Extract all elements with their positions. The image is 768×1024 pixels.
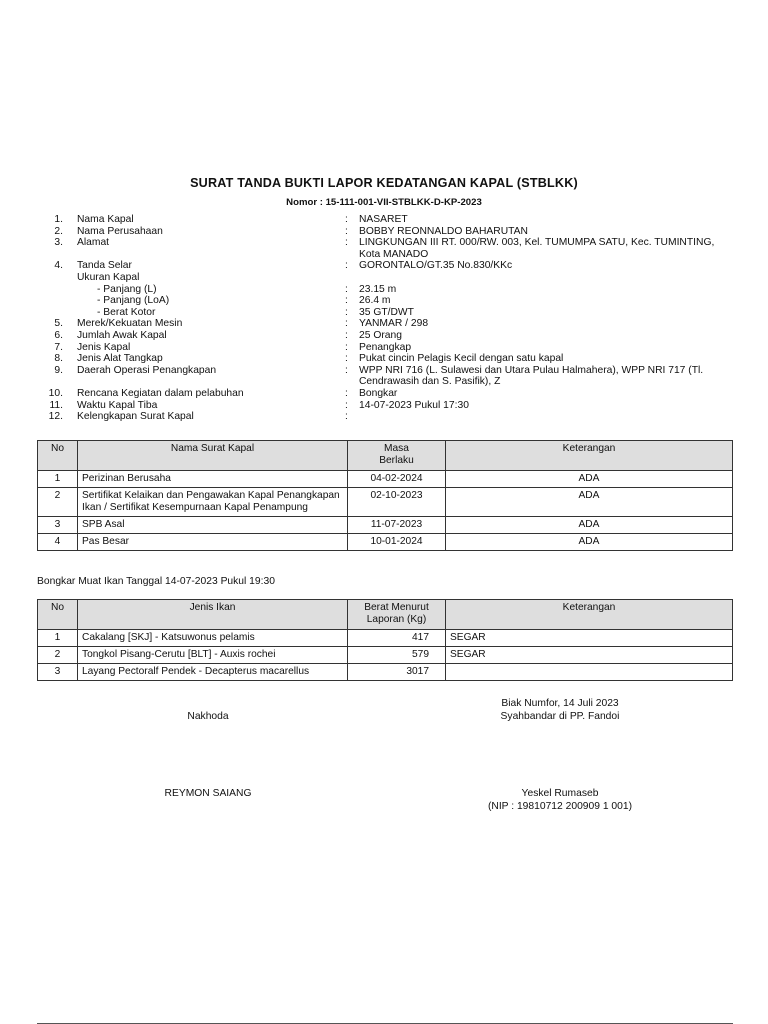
cell-no: 3	[38, 664, 78, 681]
info-colon: :	[345, 387, 348, 399]
table-header-row	[38, 441, 733, 471]
info-colon: :	[345, 214, 348, 225]
info-value: NASARET	[359, 214, 408, 225]
signatory-right-nip: (NIP : 19810712 200909 1 001)	[487, 801, 633, 812]
table-row	[38, 630, 733, 647]
info-row-mesin	[0, 318, 768, 330]
info-label: Jenis Alat Tangkap	[77, 353, 163, 365]
cell-ket: SEGAR	[446, 647, 733, 664]
info-value: YANMAR / 298	[359, 318, 429, 330]
info-row-ukuran-kapal	[0, 272, 768, 284]
info-label: Tanda Selar	[77, 260, 132, 272]
header-nama-surat: Nama Surat Kapal	[78, 441, 348, 471]
info-value: Penangkap	[359, 341, 412, 353]
info-row-alamat	[0, 237, 768, 260]
info-label: Ukuran Kapal	[77, 271, 140, 283]
info-colon: :	[345, 364, 348, 376]
cell-masa: 04-02-2024	[348, 471, 446, 488]
cell-masa: 11-07-2023	[348, 517, 446, 534]
info-number: 1.	[54, 214, 63, 225]
info-row-nama-kapal	[0, 214, 768, 226]
info-label: Jumlah Awak Kapal	[77, 329, 167, 341]
info-value	[359, 411, 729, 423]
bongkar-muat-text: Bongkar Muat Ikan Tanggal 14-07-2023 Pukul 19:30	[37, 576, 275, 587]
info-label: Rencana Kegiatan dalam pelabuhan	[77, 387, 244, 399]
info-row-daerah-operasi	[0, 365, 768, 388]
info-row-rencana-kegiatan	[0, 388, 768, 400]
info-label: Kelengkapan Surat Kapal	[77, 411, 194, 423]
cell-nama: SPB Asal	[78, 517, 348, 534]
info-number: 6.	[54, 329, 63, 341]
info-colon: :	[345, 237, 348, 249]
info-value: 25 Orang	[359, 329, 402, 341]
info-value: BOBBY REONNALDO BAHARUTAN	[359, 225, 528, 237]
info-number: 9.	[54, 364, 63, 376]
info-number: 3.	[54, 237, 63, 249]
info-row-alat-tangkap	[0, 353, 768, 365]
info-row-panjang-l	[0, 284, 768, 296]
info-label: Nama Perusahaan	[77, 225, 163, 237]
info-number: 7.	[54, 341, 63, 353]
cell-jenis: Layang Pectoralf Pendek - Decapterus macarellus	[78, 664, 348, 681]
table-row	[38, 488, 733, 517]
cell-ket: ADA	[446, 488, 733, 517]
info-colon: :	[345, 353, 348, 365]
info-value: Bongkar	[359, 387, 398, 399]
info-colon: :	[345, 318, 348, 330]
info-label: - Berat Kotor	[97, 306, 156, 318]
document-number: Nomor : 15-111-001-VII-STBLKK-D-KP-2023	[286, 197, 482, 208]
info-value: 26.4 m	[359, 295, 391, 307]
cell-no: 2	[38, 488, 78, 517]
info-label: Jenis Kapal	[77, 341, 131, 353]
info-label: Merek/Kekuatan Mesin	[77, 318, 183, 330]
table-row	[38, 664, 733, 681]
info-row-jenis-kapal	[0, 342, 768, 354]
table-header-row	[38, 600, 733, 630]
header-keterangan: Keterangan	[446, 600, 733, 630]
info-row-awak	[0, 330, 768, 342]
info-colon: :	[345, 329, 348, 341]
info-colon: :	[345, 225, 348, 237]
place-date: Biak Numfor, 14 Juli 2023	[501, 698, 619, 709]
info-number: 8.	[54, 353, 63, 365]
fish-catch-table	[37, 599, 733, 681]
signatory-left-name: REYMON SAIANG	[164, 788, 252, 799]
info-number: 11.	[49, 399, 63, 411]
cell-nama: Perizinan Berusaha	[78, 471, 348, 488]
info-number: 4.	[54, 260, 63, 272]
table-row	[38, 517, 733, 534]
info-colon: :	[345, 341, 348, 353]
info-row-waktu-tiba	[0, 400, 768, 412]
info-value: 35 GT/DWT	[359, 306, 414, 318]
cell-nama: Sertifikat Kelaikan dan Pengawakan Kapal Penangkapan Ikan / Sertifikat Kesempurnaan Kapal Penampung	[78, 488, 348, 517]
info-number: 5.	[54, 318, 63, 330]
info-row-tanda-selar	[0, 260, 768, 272]
info-label: Waktu Kapal Tiba	[77, 399, 158, 411]
header-berat: Berat Menurut Laporan (Kg)	[348, 600, 446, 630]
cell-no: 1	[38, 630, 78, 647]
signatory-right-role: Syahbandar di PP. Fandoi	[500, 711, 620, 722]
info-row-panjang-loa	[0, 295, 768, 307]
cell-no: 4	[38, 534, 78, 551]
ship-documents-table	[37, 440, 733, 551]
info-row-berat-kotor	[0, 307, 768, 319]
info-row-kelengkapan	[0, 411, 768, 423]
info-value: GORONTALO/GT.35 No.830/KKc	[359, 260, 513, 272]
cell-no: 2	[38, 647, 78, 664]
table-row	[38, 471, 733, 488]
cell-berat: 579	[348, 647, 446, 664]
header-no: No	[38, 441, 78, 471]
header-masa-berlaku: Masa Berlaku	[348, 441, 446, 471]
info-colon: :	[345, 306, 348, 318]
table-row	[38, 647, 733, 664]
info-number: 12.	[48, 411, 63, 423]
info-label: Daerah Operasi Penangkapan	[77, 364, 217, 376]
info-row-nama-perusahaan	[0, 226, 768, 238]
info-label: - Panjang (L)	[97, 283, 157, 295]
info-colon: :	[345, 399, 348, 411]
vessel-info-list	[0, 214, 768, 423]
cell-no: 1	[38, 471, 78, 488]
info-label: Nama Kapal	[77, 214, 134, 225]
info-colon: :	[345, 411, 348, 423]
table-row	[38, 534, 733, 551]
info-value	[359, 272, 729, 284]
info-value: 23.15 m	[359, 283, 397, 295]
cell-nama: Pas Besar	[78, 534, 348, 551]
cell-jenis: Cakalang [SKJ] - Katsuwonus pelamis	[78, 630, 348, 647]
cell-berat: 3017	[348, 664, 446, 681]
cell-ket: SEGAR	[446, 630, 733, 647]
cell-ket: ADA	[446, 471, 733, 488]
signatory-left-role: Nakhoda	[187, 711, 229, 722]
info-value: LINGKUNGAN III RT. 000/RW. 003, Kel. TUMUMPA SATU, Kec. TUMINTING, Kota MANADO	[359, 237, 715, 260]
document-title: SURAT TANDA BUKTI LAPOR KEDATANGAN KAPAL (STBLKK)	[190, 176, 578, 190]
info-value: 14-07-2023 Pukul 17:30	[359, 399, 469, 411]
info-label: - Panjang (LoA)	[97, 295, 170, 307]
cell-no: 3	[38, 517, 78, 534]
header-jenis-ikan: Jenis Ikan	[78, 600, 348, 630]
info-colon: :	[345, 283, 348, 295]
cell-ket: ADA	[446, 517, 733, 534]
info-colon: :	[345, 295, 348, 307]
info-number: 10.	[48, 387, 63, 399]
cell-berat: 417	[348, 630, 446, 647]
info-label: Alamat	[77, 237, 110, 249]
info-value: WPP NRI 716 (L. Sulawesi dan Utara Pulau Halmahera), WPP NRI 717 (Tl. Cendrawasih dan S. Pasifik), Z	[359, 364, 704, 388]
cell-ket: ADA	[446, 534, 733, 551]
cell-jenis: Tongkol Pisang-Cerutu [BLT] - Auxis rochei	[78, 647, 348, 664]
header-no: No	[38, 600, 78, 630]
info-value: Pukat cincin Pelagis Kecil dengan satu kapal	[359, 353, 564, 365]
signatory-right-name: Yeskel Rumaseb	[521, 788, 599, 799]
cell-masa: 10-01-2024	[348, 534, 446, 551]
cell-masa: 02-10-2023	[348, 488, 446, 517]
cell-ket	[446, 664, 733, 681]
info-colon: :	[345, 260, 348, 272]
info-number: 2.	[54, 225, 63, 237]
header-keterangan: Keterangan	[446, 441, 733, 471]
